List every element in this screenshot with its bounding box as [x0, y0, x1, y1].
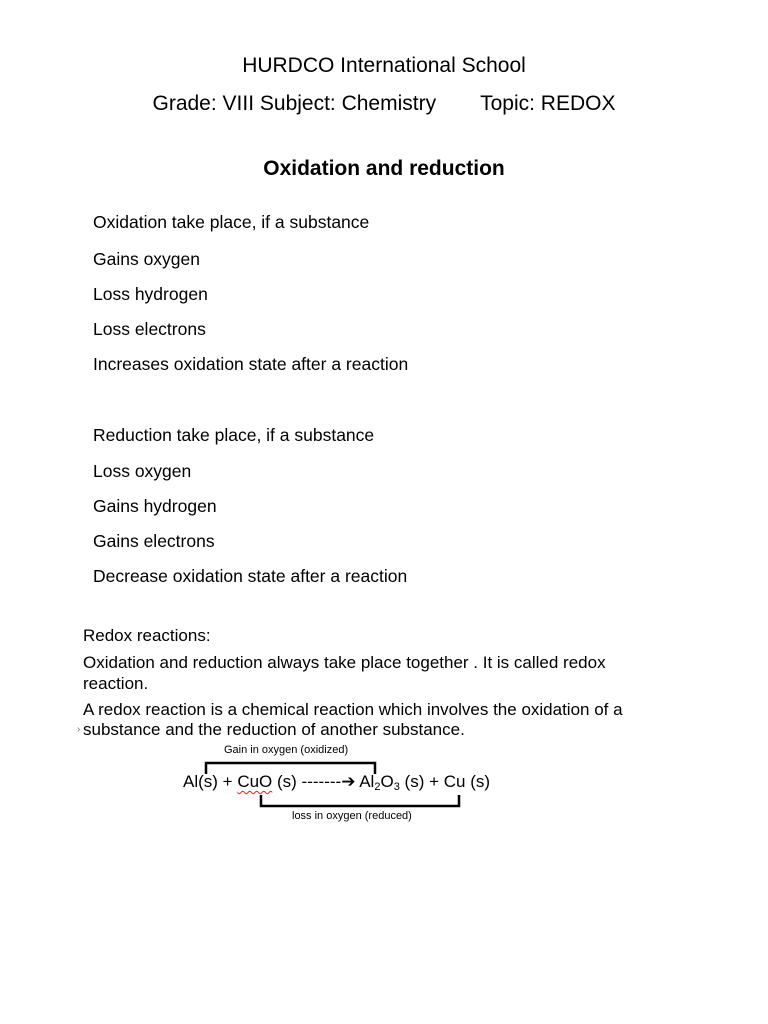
equation-product-o: O: [380, 772, 394, 791]
reduction-intro: Reduction take place, if a substance: [93, 425, 375, 445]
reduction-point: Decrease oxidation state after a reaction: [93, 566, 408, 586]
equation-reactant-al: Al(s) +: [183, 772, 238, 791]
reduction-bracket-label: loss in oxygen (reduced): [292, 810, 412, 822]
subscript: 2: [374, 781, 381, 793]
equation-reactant-cuo: CuO: [237, 772, 273, 791]
topic: Topic: REDOX: [480, 92, 616, 115]
document-title: Oxidation and reduction: [263, 157, 505, 180]
equation-cuo-state: (s) -------: [272, 772, 342, 791]
oxidation-intro: Oxidation take place, if a substance: [93, 212, 370, 232]
paragraph-mark-icon: ›: [77, 724, 81, 735]
arrow-icon: ➔: [341, 772, 356, 791]
oxidation-point: Gains oxygen: [93, 249, 201, 269]
reduction-point: Gains electrons: [93, 531, 215, 551]
redox-paragraph-1: Oxidation and reduction always take place together . It is called redox: [83, 653, 606, 672]
school-name: HURDCO International School: [242, 54, 526, 77]
redox-equation: [183, 772, 490, 793]
equation-product-al: Al: [355, 772, 375, 791]
redox-heading: Redox reactions:: [83, 626, 211, 645]
redox-paragraph-1-cont: reaction.: [83, 674, 149, 693]
redox-paragraph-2-cont: substance and the reduction of another substance.: [83, 720, 465, 739]
reduction-bracket: [261, 795, 459, 806]
subscript: 3: [393, 781, 400, 793]
redox-paragraph-2: A redox reaction is a chemical reaction which involves the oxidation of a: [83, 700, 623, 719]
reduction-point: Loss oxygen: [93, 461, 192, 481]
oxidation-point: Increases oxidation state after a reaction: [93, 354, 409, 374]
oxidation-point: Loss hydrogen: [93, 284, 208, 304]
oxidation-point: Loss electrons: [93, 319, 206, 339]
grade-subject-topic-line: [0, 92, 768, 116]
oxidation-bracket-label: Gain in oxygen (oxidized): [224, 744, 349, 756]
reduction-point: Gains hydrogen: [93, 496, 217, 516]
equation-products-rest: (s) + Cu (s): [399, 772, 491, 791]
grade-subject: Grade: VIII Subject: Chemistry: [152, 92, 437, 115]
